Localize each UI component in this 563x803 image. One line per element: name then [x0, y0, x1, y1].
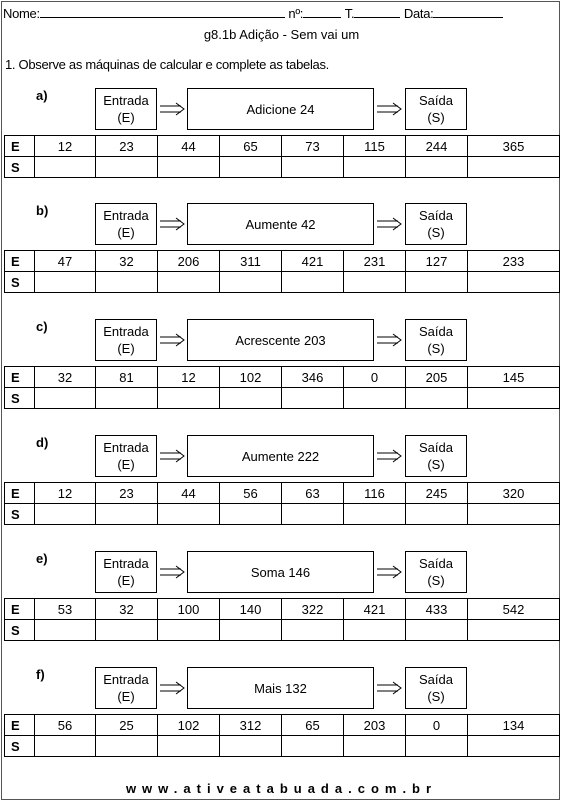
operation-box: [187, 319, 374, 361]
output-answer-cell[interactable]: [96, 504, 158, 525]
output-row: [5, 620, 560, 641]
output-answer-cell[interactable]: [35, 620, 96, 641]
input-cell: 115: [344, 136, 406, 157]
output-row-label: S: [5, 620, 35, 641]
output-answer-cell[interactable]: [282, 388, 344, 409]
output-answer-cell[interactable]: [468, 504, 560, 525]
input-cell: 421: [344, 599, 406, 620]
output-answer-cell[interactable]: [220, 157, 282, 178]
input-cell: 421: [282, 251, 344, 272]
output-answer-cell[interactable]: [468, 388, 560, 409]
input-cell: 32: [96, 251, 158, 272]
input-cell: 23: [96, 136, 158, 157]
operation-text: Aumente 222: [241, 448, 320, 464]
input-box: [95, 667, 157, 709]
output-answer-cell[interactable]: [282, 272, 344, 293]
operation-text: Soma 146: [250, 564, 311, 580]
output-answer-cell[interactable]: [468, 157, 560, 178]
output-answer-cell[interactable]: [96, 272, 158, 293]
input-row: [5, 599, 560, 620]
output-box-title: Saída: [419, 324, 453, 339]
input-row-label: E: [5, 251, 35, 272]
output-answer-cell[interactable]: [468, 736, 560, 757]
input-row: [5, 251, 560, 272]
input-row: [5, 715, 560, 736]
arrow-right-icon: [159, 449, 185, 463]
io-table: [4, 366, 560, 409]
problem-label: b): [36, 203, 49, 218]
output-answer-cell[interactable]: [468, 272, 560, 293]
input-cell: 203: [344, 715, 406, 736]
output-answer-cell[interactable]: [344, 157, 406, 178]
arrow-right-icon: [159, 681, 185, 695]
operation-box: [187, 435, 374, 477]
output-answer-cell[interactable]: [220, 504, 282, 525]
output-answer-cell[interactable]: [96, 157, 158, 178]
input-row-label: E: [5, 599, 35, 620]
output-row: [5, 736, 560, 757]
output-answer-cell[interactable]: [468, 620, 560, 641]
input-cell: 12: [158, 367, 220, 388]
input-row: [5, 367, 560, 388]
io-table: [4, 598, 560, 641]
output-row-label: S: [5, 736, 35, 757]
operation-box: [187, 667, 374, 709]
input-row-label: E: [5, 715, 35, 736]
arrow-right-icon: [376, 449, 402, 463]
output-box-symbol: (S): [427, 457, 445, 472]
input-cell: 73: [282, 136, 344, 157]
arrow-right-icon: [376, 333, 402, 347]
output-row: [5, 388, 560, 409]
input-cell: 0: [344, 367, 406, 388]
input-box-title: Entrada: [103, 440, 149, 455]
input-cell: 65: [282, 715, 344, 736]
problem-label: c): [36, 319, 48, 334]
input-cell: 25: [96, 715, 158, 736]
input-row-label: E: [5, 483, 35, 504]
input-cell: 206: [158, 251, 220, 272]
arrow-right-icon: [159, 333, 185, 347]
page-title: g8.1b Adição - Sem vai um: [203, 27, 360, 42]
input-box-title: Entrada: [103, 556, 149, 571]
input-cell: 245: [406, 483, 468, 504]
problem-label: a): [36, 88, 48, 103]
input-cell: 244: [406, 136, 468, 157]
number-label: nº:: [288, 6, 304, 21]
io-table: [4, 135, 560, 178]
problem-b: [0, 203, 563, 313]
input-box: [95, 203, 157, 245]
input-cell: 12: [35, 136, 96, 157]
output-row: [5, 504, 560, 525]
output-answer-cell[interactable]: [344, 388, 406, 409]
input-box-title: Entrada: [103, 324, 149, 339]
input-box-title: Entrada: [103, 208, 149, 223]
output-row: [5, 272, 560, 293]
output-answer-cell[interactable]: [344, 504, 406, 525]
output-row: [5, 157, 560, 178]
input-cell: 12: [35, 483, 96, 504]
input-cell: 346: [282, 367, 344, 388]
output-answer-cell[interactable]: [158, 272, 220, 293]
arrow-right-icon: [376, 102, 402, 116]
output-answer-cell[interactable]: [96, 620, 158, 641]
input-cell: 311: [220, 251, 282, 272]
input-row-label: E: [5, 367, 35, 388]
output-answer-cell[interactable]: [35, 157, 96, 178]
input-cell: 0: [406, 715, 468, 736]
input-box-symbol: (E): [117, 457, 135, 472]
output-answer-cell[interactable]: [406, 272, 468, 293]
input-cell: 63: [282, 483, 344, 504]
operation-box: [187, 551, 374, 593]
operation-text: Aumente 42: [245, 216, 316, 232]
output-answer-cell[interactable]: [406, 736, 468, 757]
input-box: [95, 551, 157, 593]
output-answer-cell[interactable]: [96, 736, 158, 757]
output-answer-cell[interactable]: [344, 272, 406, 293]
input-cell: 100: [158, 599, 220, 620]
output-row-label: S: [5, 157, 35, 178]
problem-label: f): [36, 667, 45, 682]
output-box-title: Saída: [419, 208, 453, 223]
output-answer-cell[interactable]: [282, 157, 344, 178]
output-answer-cell[interactable]: [220, 388, 282, 409]
output-answer-cell[interactable]: [35, 388, 96, 409]
problem-f: [0, 667, 563, 777]
output-box: [405, 203, 467, 245]
input-box-symbol: (E): [117, 689, 135, 704]
output-answer-cell[interactable]: [406, 620, 468, 641]
input-cell: 433: [406, 599, 468, 620]
input-row-label: E: [5, 136, 35, 157]
problem-label: d): [36, 435, 49, 450]
input-box: [95, 319, 157, 361]
input-cell: 116: [344, 483, 406, 504]
operation-box: [187, 203, 374, 245]
problem-e: [0, 551, 563, 661]
problem-c: [0, 319, 563, 429]
input-row: [5, 136, 560, 157]
io-table: [4, 714, 560, 757]
arrow-right-icon: [376, 217, 402, 231]
input-cell: 44: [158, 136, 220, 157]
arrow-right-icon: [159, 565, 185, 579]
input-cell: 322: [282, 599, 344, 620]
output-answer-cell[interactable]: [344, 736, 406, 757]
output-answer-cell[interactable]: [344, 620, 406, 641]
arrow-right-icon: [376, 681, 402, 695]
output-box: [405, 319, 467, 361]
output-answer-cell[interactable]: [158, 388, 220, 409]
input-cell: 312: [220, 715, 282, 736]
output-row-label: S: [5, 272, 35, 293]
instruction-text: 1. Observe as máquinas de calcular e complete as tabelas.: [5, 57, 329, 72]
output-answer-cell[interactable]: [35, 272, 96, 293]
output-answer-cell[interactable]: [158, 504, 220, 525]
output-answer-cell[interactable]: [282, 620, 344, 641]
footer-url: www.ativeatabuada.com.br: [125, 781, 438, 796]
output-box-title: Saída: [419, 556, 453, 571]
output-box-symbol: (S): [427, 689, 445, 704]
input-row: [5, 483, 560, 504]
output-answer-cell[interactable]: [282, 736, 344, 757]
input-cell: 145: [468, 367, 560, 388]
input-cell: 140: [220, 599, 282, 620]
output-box: [405, 88, 467, 130]
date-label: Data:: [403, 6, 434, 21]
output-answer-cell[interactable]: [220, 620, 282, 641]
input-box-title: Entrada: [103, 93, 149, 108]
input-box-symbol: (E): [117, 573, 135, 588]
output-answer-cell[interactable]: [220, 736, 282, 757]
input-cell: 542: [468, 599, 560, 620]
output-answer-cell[interactable]: [158, 736, 220, 757]
input-cell: 233: [468, 251, 560, 272]
output-box-title: Saída: [419, 672, 453, 687]
output-box: [405, 667, 467, 709]
output-answer-cell[interactable]: [406, 388, 468, 409]
input-box: [95, 88, 157, 130]
input-cell: 56: [35, 715, 96, 736]
io-table: [4, 250, 560, 293]
input-cell: 102: [158, 715, 220, 736]
date-field[interactable]: [433, 6, 503, 18]
input-cell: 320: [468, 483, 560, 504]
output-box-title: Saída: [419, 93, 453, 108]
input-cell: 32: [35, 367, 96, 388]
operation-box: [187, 88, 374, 130]
output-box-symbol: (S): [427, 341, 445, 356]
input-box-symbol: (E): [117, 225, 135, 240]
output-box-symbol: (S): [427, 573, 445, 588]
output-box-symbol: (S): [427, 225, 445, 240]
input-box: [95, 435, 157, 477]
input-cell: 23: [96, 483, 158, 504]
io-table: [4, 482, 560, 525]
problem-a: [0, 88, 563, 198]
problem-label: e): [36, 551, 48, 566]
output-answer-cell[interactable]: [35, 736, 96, 757]
number-field[interactable]: [303, 6, 341, 18]
input-cell: 56: [220, 483, 282, 504]
input-cell: 81: [96, 367, 158, 388]
arrow-right-icon: [159, 217, 185, 231]
output-box: [405, 551, 467, 593]
input-cell: 65: [220, 136, 282, 157]
input-box-title: Entrada: [103, 672, 149, 687]
input-cell: 205: [406, 367, 468, 388]
output-answer-cell[interactable]: [406, 157, 468, 178]
output-box-symbol: (S): [427, 110, 445, 125]
input-cell: 365: [468, 136, 560, 157]
output-box: [405, 435, 467, 477]
input-cell: 102: [220, 367, 282, 388]
input-box-symbol: (E): [117, 341, 135, 356]
output-answer-cell[interactable]: [220, 272, 282, 293]
output-answer-cell[interactable]: [35, 504, 96, 525]
student-header: [3, 6, 503, 21]
output-box-title: Saída: [419, 440, 453, 455]
output-answer-cell[interactable]: [282, 504, 344, 525]
operation-text: Acrescente 203: [235, 332, 326, 348]
output-answer-cell[interactable]: [158, 157, 220, 178]
output-row-label: S: [5, 388, 35, 409]
output-answer-cell[interactable]: [96, 388, 158, 409]
output-row-label: S: [5, 504, 35, 525]
input-box-symbol: (E): [117, 110, 135, 125]
operation-text: Adicione 24: [246, 101, 315, 117]
input-cell: 53: [35, 599, 96, 620]
input-cell: 47: [35, 251, 96, 272]
arrow-right-icon: [159, 102, 185, 116]
class-label: T.: [344, 6, 355, 21]
operation-text: Mais 132: [254, 680, 307, 696]
name-field[interactable]: [40, 6, 285, 18]
input-cell: 231: [344, 251, 406, 272]
output-answer-cell[interactable]: [158, 620, 220, 641]
input-cell: 44: [158, 483, 220, 504]
name-label: Nome:: [3, 6, 40, 21]
problem-d: [0, 435, 563, 545]
class-field[interactable]: [354, 6, 400, 18]
input-cell: 127: [406, 251, 468, 272]
input-cell: 32: [96, 599, 158, 620]
arrow-right-icon: [376, 565, 402, 579]
input-cell: 134: [468, 715, 560, 736]
output-answer-cell[interactable]: [406, 504, 468, 525]
